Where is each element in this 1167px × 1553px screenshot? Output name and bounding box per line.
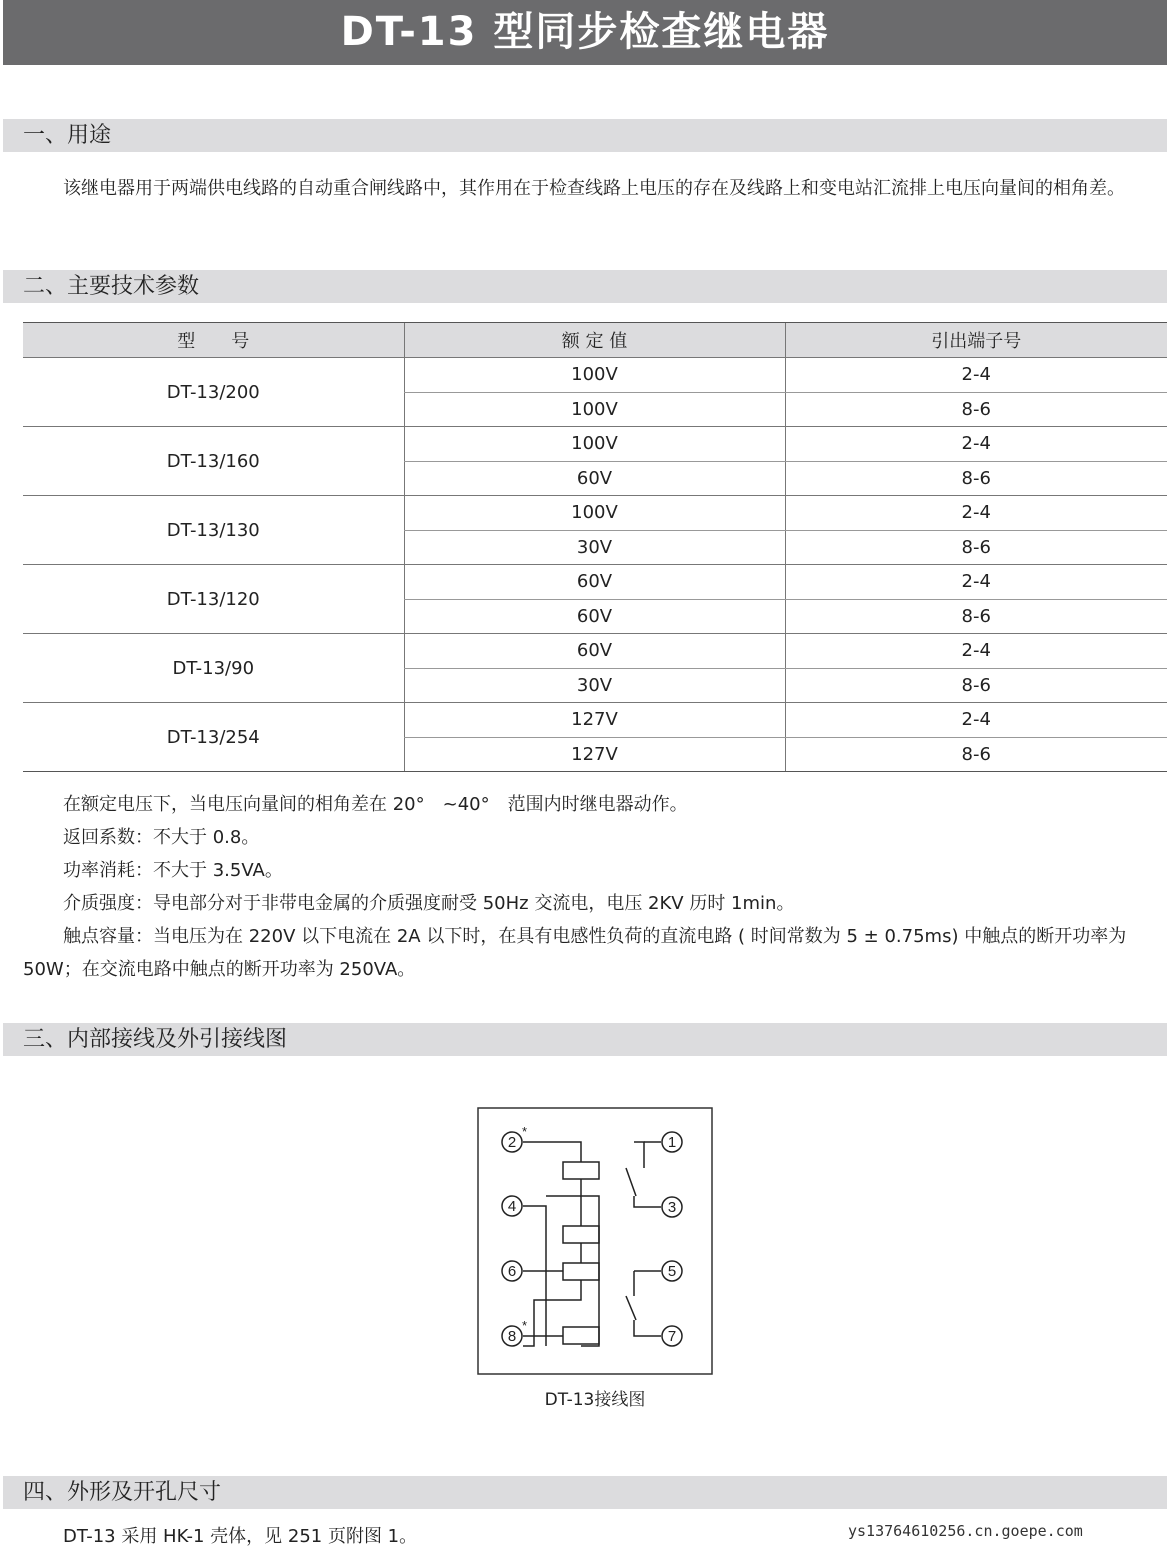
rated-value-cell: 60V xyxy=(404,461,785,496)
rated-value-cell: 100V xyxy=(404,358,785,393)
svg-text:1: 1 xyxy=(667,1134,677,1151)
terminal-3 xyxy=(662,1197,682,1217)
wire-2-top-coil xyxy=(523,1142,581,1162)
terminal-cell: 2-4 xyxy=(785,427,1167,462)
model-cell: DT-13/200 xyxy=(23,358,404,427)
terminal-5 xyxy=(662,1261,682,1281)
section-heading-parameters: 二、主要技术参数 xyxy=(3,270,1167,303)
svg-text:*: * xyxy=(522,1124,528,1139)
coil-middle-1 xyxy=(563,1226,599,1243)
section-heading-usage: 一、用途 xyxy=(3,119,1167,152)
rated-value-cell: 30V xyxy=(404,668,785,703)
terminal-cell: 8-6 xyxy=(785,668,1167,703)
header-model: 型 号 xyxy=(23,323,404,358)
contact-1-blade xyxy=(626,1168,636,1196)
svg-text:3: 3 xyxy=(667,1199,677,1216)
coil-bottom xyxy=(563,1327,599,1344)
rated-value-cell: 127V xyxy=(404,703,785,738)
diagram-caption: DT-13接线图 xyxy=(544,1390,646,1410)
terminal-cell: 8-6 xyxy=(785,461,1167,496)
spec-dielectric-strength: 介质强度：导电部分对于非带电金属的介质强度耐受 50Hz 交流电，电压 2KV 历时 1min。 xyxy=(63,893,795,914)
svg-text:8: 8 xyxy=(507,1328,517,1345)
header-terminal: 引出端子号 xyxy=(785,323,1167,358)
svg-text:*: * xyxy=(522,1318,528,1333)
svg-text:5: 5 xyxy=(667,1263,677,1280)
model-cell: DT-13/90 xyxy=(23,634,404,703)
wire-7 xyxy=(634,1320,661,1336)
terminal-cell: 2-4 xyxy=(785,358,1167,393)
coil-top xyxy=(563,1162,599,1179)
watermark-text: ys13764610256.cn.goepe.com xyxy=(848,1522,1083,1540)
contact-1-lead xyxy=(634,1142,644,1168)
svg-text:6: 6 xyxy=(507,1263,517,1280)
usage-paragraph: 该继电器用于两端供电线路的自动重合闸线路中，其作用在于检查线路上电压的存在及线路上和变电站汇流排上电压向量间的相角差。 xyxy=(63,178,1125,199)
spec-reset-ratio: 返回系数：不大于 0.8。 xyxy=(63,827,260,848)
svg-text:4: 4 xyxy=(507,1198,517,1215)
wire-3 xyxy=(634,1196,661,1207)
spec-pickup-angle: 在额定电压下，当电压向量间的相角差在 20° ~40° 范围内时继电器动作。 xyxy=(63,794,688,815)
housing-paragraph: DT-13 采用 HK-1 壳体，见 251 页附图 1。 xyxy=(63,1526,418,1547)
rated-value-cell: 127V xyxy=(404,737,785,772)
terminal-6 xyxy=(502,1261,522,1281)
table-row xyxy=(23,703,1167,738)
table-header-row xyxy=(23,323,1167,358)
page-title: DT-13 型同步检查继电器 xyxy=(3,0,1167,65)
rated-value-cell: 100V xyxy=(404,392,785,427)
svg-text:2: 2 xyxy=(507,1134,517,1151)
terminal-2 xyxy=(502,1124,527,1152)
rated-value-cell: 60V xyxy=(404,565,785,600)
terminal-cell: 2-4 xyxy=(785,565,1167,600)
table-row xyxy=(23,427,1167,462)
wiring-diagram xyxy=(476,1106,714,1376)
terminal-7 xyxy=(662,1326,682,1346)
rated-value-cell: 30V xyxy=(404,530,785,565)
rated-value-cell: 60V xyxy=(404,634,785,669)
terminal-8 xyxy=(502,1318,527,1346)
header-rated-value: 额 定 值 xyxy=(404,323,785,358)
rated-value-cell: 60V xyxy=(404,599,785,634)
coil-middle-2 xyxy=(563,1263,599,1280)
terminal-cell: 8-6 xyxy=(785,599,1167,634)
terminal-cell: 8-6 xyxy=(785,392,1167,427)
spec-power-consumption: 功率消耗：不大于 3.5VA。 xyxy=(63,860,283,881)
model-cell: DT-13/160 xyxy=(23,427,404,496)
model-cell: DT-13/254 xyxy=(23,703,404,772)
contact-2-blade xyxy=(626,1296,636,1320)
section-heading-dimensions: 四、外形及开孔尺寸 xyxy=(3,1476,1167,1509)
section-heading-wiring: 三、内部接线及外引接线图 xyxy=(3,1023,1167,1056)
model-cell: DT-13/130 xyxy=(23,496,404,565)
rated-value-cell: 100V xyxy=(404,496,785,531)
terminal-cell: 2-4 xyxy=(785,496,1167,531)
table-row xyxy=(23,565,1167,600)
terminal-cell: 2-4 xyxy=(785,703,1167,738)
parameters-table xyxy=(23,322,1167,772)
spec-contact-capacity: 触点容量：当电压为在 220V 以下电流在 2A 以下时，在具有电感性负荷的直流电路 ( 时间常数为 5 ± 0.75ms) 中触点的断开功率为 50W；在交流电路中触点的断开功率为 250VA。 xyxy=(23,926,1127,980)
table-row xyxy=(23,634,1167,669)
terminal-cell: 2-4 xyxy=(785,634,1167,669)
rated-value-cell: 100V xyxy=(404,427,785,462)
terminal-1 xyxy=(662,1132,682,1152)
terminal-cell: 8-6 xyxy=(785,530,1167,565)
table-row xyxy=(23,358,1167,393)
table-row xyxy=(23,496,1167,531)
terminal-4 xyxy=(502,1196,522,1216)
svg-text:7: 7 xyxy=(667,1328,677,1345)
model-cell: DT-13/120 xyxy=(23,565,404,634)
terminal-cell: 8-6 xyxy=(785,737,1167,772)
